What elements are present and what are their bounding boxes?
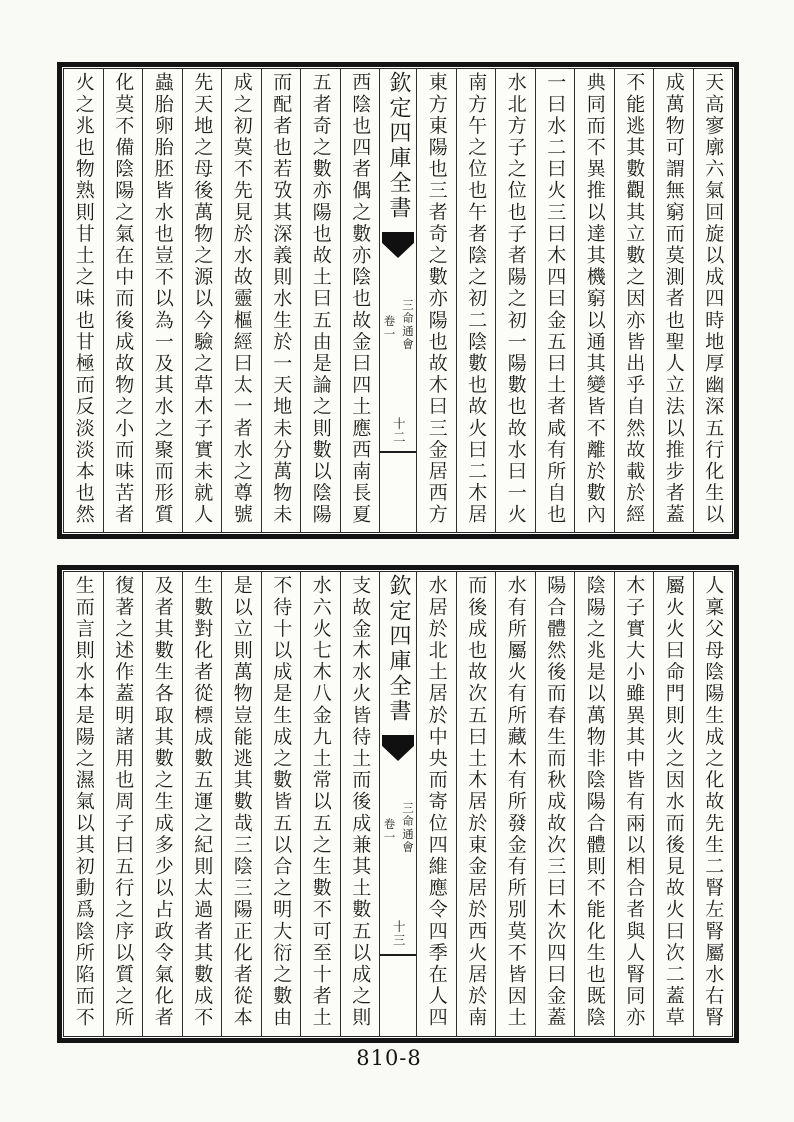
folio-divider-line [380,954,416,956]
column-text: 化莫不備陰陽之氣在中而後成故物之小而味苦者 [112,72,135,526]
text-column [456,69,496,532]
text-column [614,572,654,1036]
folio-divider-line [380,451,416,453]
banxin-volume-label: 卷一 [382,818,397,844]
banxin-title-text: 欽定四庫全書 [386,71,411,221]
text-column [261,69,301,532]
column-text: 成萬物可謂無窮而莫測者也聖人立法以推步者蓋 [662,72,685,526]
leaf-top-frame [57,62,739,539]
text-column [221,69,261,532]
text-column [456,572,496,1036]
folio-number-text: 十三 [391,920,407,947]
text-column [142,69,182,532]
banxin-title-text: 欽定四庫全書 [386,574,411,724]
fishtail-icon [382,735,414,761]
banxin-center-column [379,69,416,532]
text-column [693,69,733,532]
column-text: 水六火七木八金九土常以五之生數不可至十者土 [309,575,332,1029]
footer-page-number: 810-8 [356,1046,422,1070]
text-column [614,69,654,532]
banxin-volume-label: 卷一 [382,315,397,341]
text-column [535,69,575,532]
leaf-bottom-frame [57,565,739,1043]
column-text: 先天地之母後萬物之源以今驗之草木子實未就人 [191,72,214,526]
text-column [340,572,380,1036]
column-text: 而配者也若攷其深義則水生於一天地未分萬物未 [270,72,293,526]
column-text: 東方東陽也三者奇之數亦陽也故木曰三金居西方 [425,72,448,526]
text-column [495,572,535,1036]
folio-number [380,920,416,947]
text-column [64,572,103,1036]
column-text: 復著之述作蓋明諸用也周子曰五行之序以質之所 [112,575,135,1029]
column-text: 生而言則水本是陽之濕氣以其初動爲陰所陷而不 [72,575,95,1029]
column-text: 生數對化者從標成數五運之紀則太過者其數成不 [191,575,214,1029]
leaf-top-inner [63,68,733,533]
banxin-title [380,71,416,221]
text-column [653,69,693,532]
column-text: 典同而不異推以達其機窮以通其變皆不離於數內 [583,72,606,526]
column-text: 人稟父母陰陽生成之化故先生二腎左腎屬水右腎 [702,575,725,1029]
text-column [693,572,733,1036]
text-column [495,69,535,532]
text-column [64,69,103,532]
text-column [182,572,222,1036]
column-text: 屬火火曰命門則火之因水而後見故火曰次二蓋草 [662,575,685,1029]
column-text: 不待十以成是生成之數皆五以合之明大衍之數由 [270,575,293,1029]
column-text: 天高寥廓六氣回旋以成四時地厚幽深五行化生以 [702,72,725,526]
text-column [261,572,301,1036]
column-text: 火之兆也物熟則甘土之味也甘極而反淡淡本也然 [72,72,95,526]
column-text: 水居於北土居於中央而寄位四維應令四季在人四 [425,575,448,1029]
column-text: 南方午之位也午者陰之初二陰數也故火曰二木居 [465,72,488,526]
folio-number [380,417,416,444]
column-text: 西陰也四者偶之數亦陰也故金曰四土應西南長夏 [349,72,372,526]
text-column [574,69,614,532]
text-column [535,572,575,1036]
column-text: 陽合體然後而春生而秋成故次三曰木次四曰金蓋 [544,575,567,1029]
column-text: 水有所屬火有所藏木有所發金有所別莫不皆因土 [504,575,527,1029]
column-text: 陰陽之兆是以萬物非陰陽合體則不能化生也既陰 [583,575,606,1029]
fishtail-icon [382,232,414,258]
column-text: 及者其數生各取其數之生成多少以占政令氣化者 [151,575,174,1029]
text-column [340,69,380,532]
column-text: 五者奇之數亦陽也故土曰五由是論之則數以陰陽 [309,72,332,526]
banxin-center-column [379,572,416,1036]
column-text: 水北方子之位也子者陽之初一陽數也故水曰一火 [504,72,527,526]
column-text: 成之初莫不先見於水故靈樞經曰太一者水之尊號 [230,72,253,526]
text-column [416,69,456,532]
text-column [653,572,693,1036]
column-text: 一曰水二曰火三曰木四曰金五曰土者咸有所自也 [544,72,567,526]
text-column [300,572,340,1036]
column-text: 不能逃其數觀其立數之因亦皆出乎自然故載於經 [623,72,646,526]
column-text: 木子實大小雖異其中皆有兩以相合者與人腎同亦 [623,575,646,1029]
column-text: 蟲胎卵胎胚皆水也豈不以為一及其水之聚而形質 [151,72,174,526]
text-column [221,572,261,1036]
text-column [574,572,614,1036]
folio-number-text: 十二 [391,417,407,444]
column-text: 而後成也故次五曰土木居於東金居於西火居於南 [465,575,488,1029]
text-column [416,572,456,1036]
banxin-book-title: 三命通會 [401,802,415,854]
text-column [103,572,143,1036]
text-column [142,572,182,1036]
banxin-title [380,574,416,724]
column-text: 是以立則萬物豈能逃其數哉三陰三陽正化者從本 [230,575,253,1029]
banxin-book-title: 三命通會 [401,299,415,351]
text-column [103,69,143,532]
column-text: 支故金木水火皆待土而後成兼其土數五以成之則 [349,575,372,1029]
text-column [182,69,222,532]
leaf-bottom-inner [63,571,733,1037]
text-column [300,69,340,532]
